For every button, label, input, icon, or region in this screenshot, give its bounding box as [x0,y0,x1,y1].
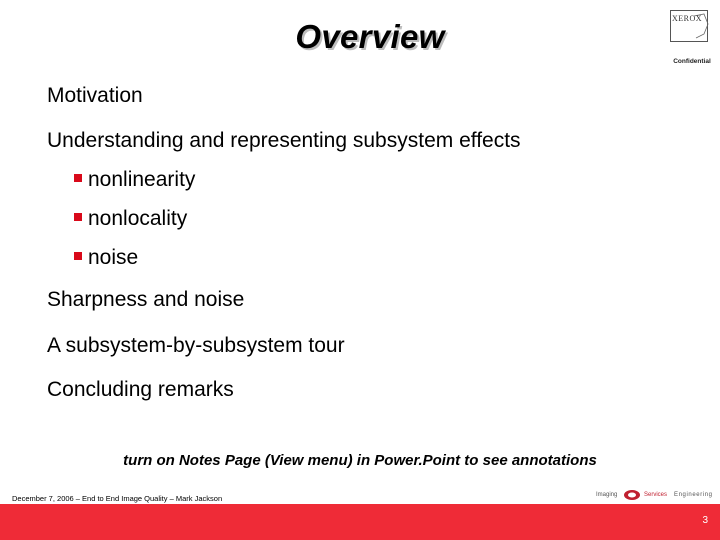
footer-logo-word-3: Engineering [674,492,713,498]
bullet-item-3: Sharpness and noise [47,288,245,311]
sub-item-1 [74,168,195,192]
footer-bar [0,504,720,540]
sub-item-2 [74,207,187,231]
square-bullet-icon [74,252,82,260]
square-bullet-icon [74,213,82,221]
bullet-item-4: A subsystem-by-subsystem tour [47,334,345,357]
footer-logo [596,488,714,504]
footer-text: December 7, 2006 – End to End Image Quality – Mark Jackson [12,494,223,503]
xerox-logo [664,8,714,66]
sub-item-label: noise [88,246,139,269]
footer-logo-word-2: Services [644,492,668,498]
footer-logo-word-1: Imaging [596,492,618,498]
bullet-item-2: Understanding and representing subsystem effects [47,129,521,152]
sub-item-label: nonlocality [88,207,188,230]
page-number: 3 [702,515,708,526]
sub-item-label: nonlinearity [88,168,196,191]
slide-title: Overview [295,18,445,55]
footer-logo-icon [622,488,642,502]
sub-item-3 [74,246,138,270]
confidential-label: Confidential [673,58,711,65]
bullet-item-1: Motivation [47,84,143,107]
square-bullet-icon [74,174,82,182]
logo-text: XEROX [672,14,703,23]
annotation-note: turn on Notes Page (View menu) in Power.Point to see annotations [123,452,597,469]
bullet-item-5: Concluding remarks [47,378,234,401]
